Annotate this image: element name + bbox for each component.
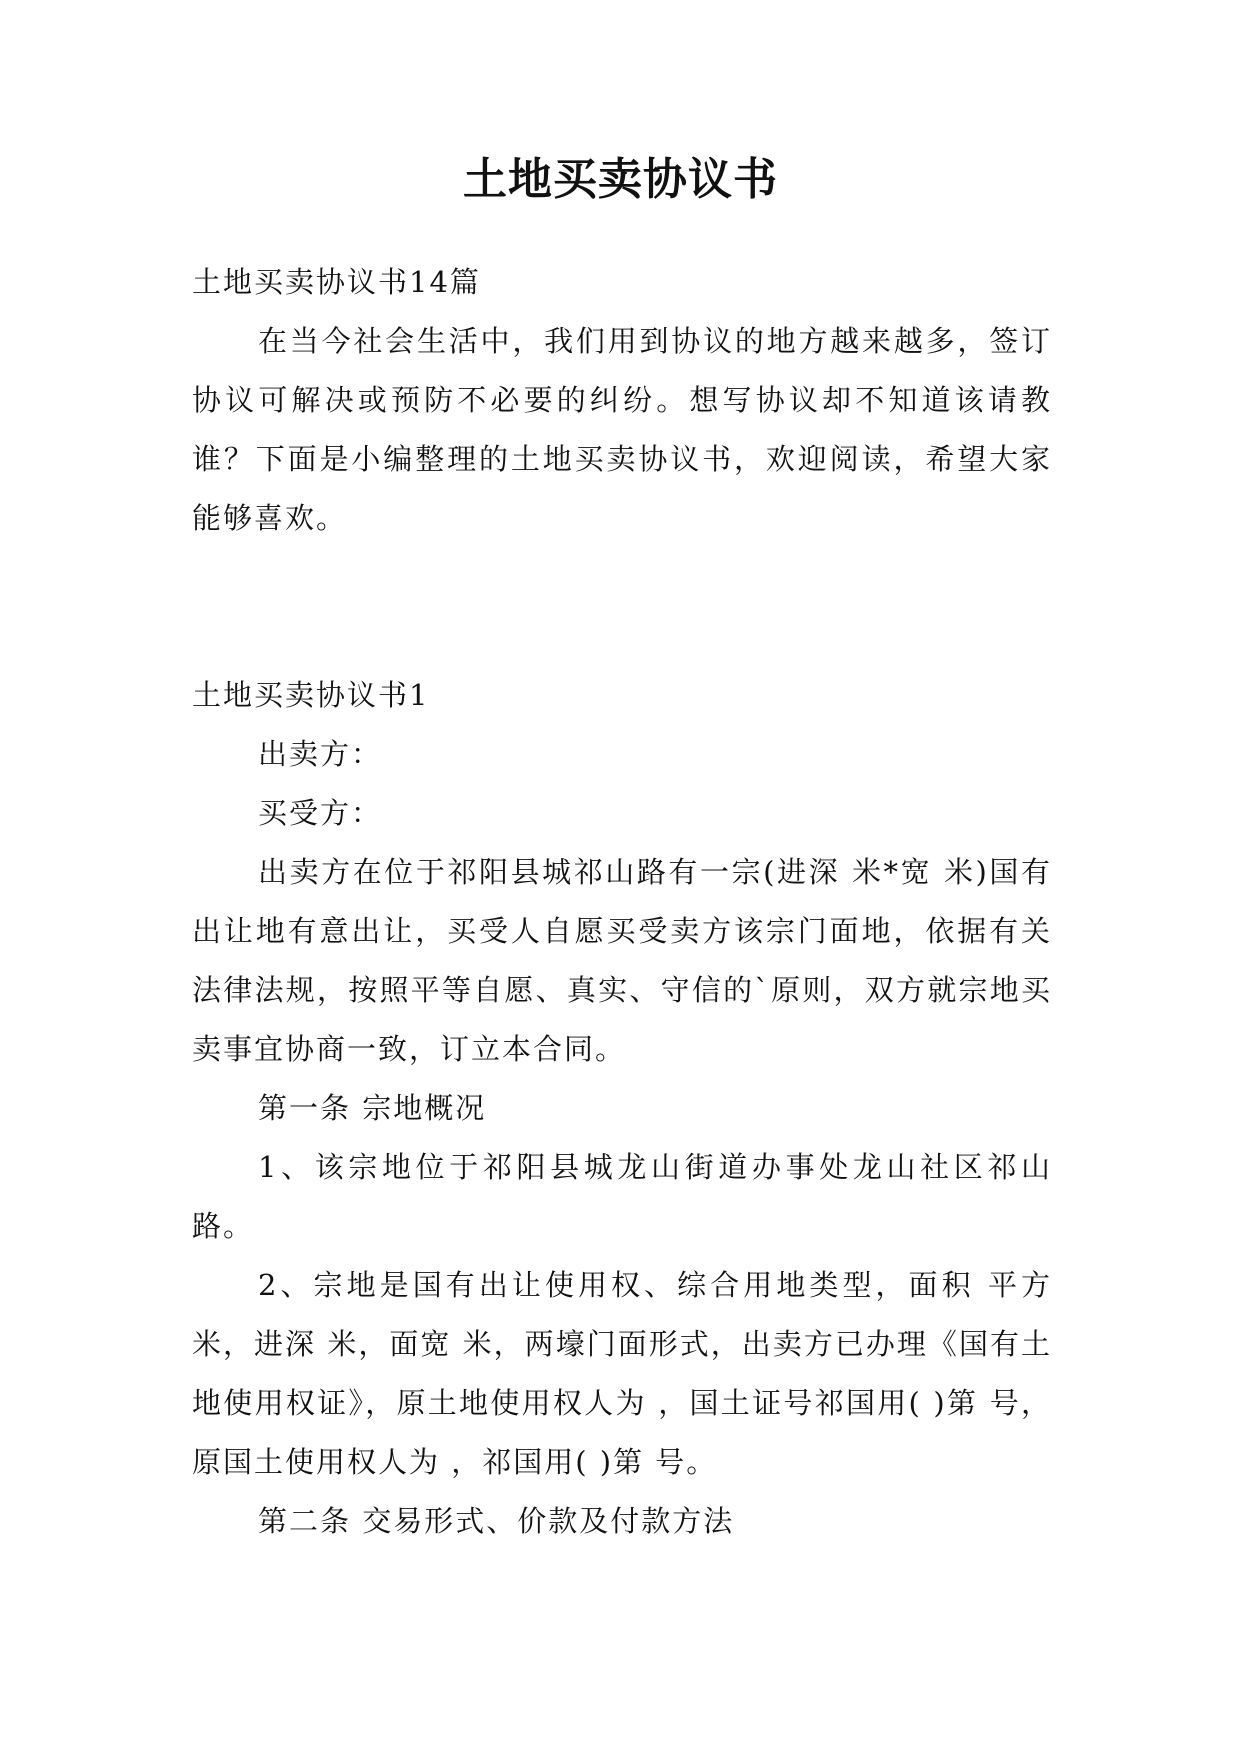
article-1-item-1: 1、该宗地位于祁阳县城龙山街道办事处龙山社区祁山路。 — [192, 1150, 1052, 1243]
document-title: 土地买卖协议书 — [463, 154, 778, 205]
buyer-label: 买受方： — [258, 796, 383, 830]
seller-label: 出卖方： — [258, 737, 383, 771]
preamble-paragraph: 出卖方在位于祁阳县城祁山路有一宗(进深 米*宽 米)国有出让地有意出让，买受人自愿买受卖方该宗门面地，依据有关法律法规，按照平等自愿、真实、守信的`原则，双方就宗地买卖事宜协商一致，订立本合同。 — [192, 855, 1052, 1066]
article-2-heading: 第二条 交易形式、价款及付款方法 — [258, 1504, 735, 1538]
article-1-heading: 第一条 宗地概况 — [258, 1091, 487, 1125]
document-subtitle: 土地买卖协议书14篇 — [192, 265, 481, 299]
section-spacer — [192, 548, 1052, 666]
intro-paragraph: 在当今社会生活中，我们用到协议的地方越来越多，签订协议可解决或预防不必要的纠纷。想写协议却不知道该请教谁？下面是小编整理的土地买卖协议书，欢迎阅读，希望大家能够喜欢。 — [192, 324, 1052, 535]
document-body — [192, 253, 1052, 1551]
section-heading: 土地买卖协议书1 — [192, 678, 430, 712]
article-1-item-2: 2、宗地是国有出让使用权、综合用地类型，面积 平方米，进深 米，面宽 米，两壕门面形式，出卖方已办理《国有土地使用权证》，原土地使用权人为 ，国土证号祁国用( )第 号，原国土使用权人为 ，祁国用( )第 号。 — [192, 1268, 1052, 1479]
